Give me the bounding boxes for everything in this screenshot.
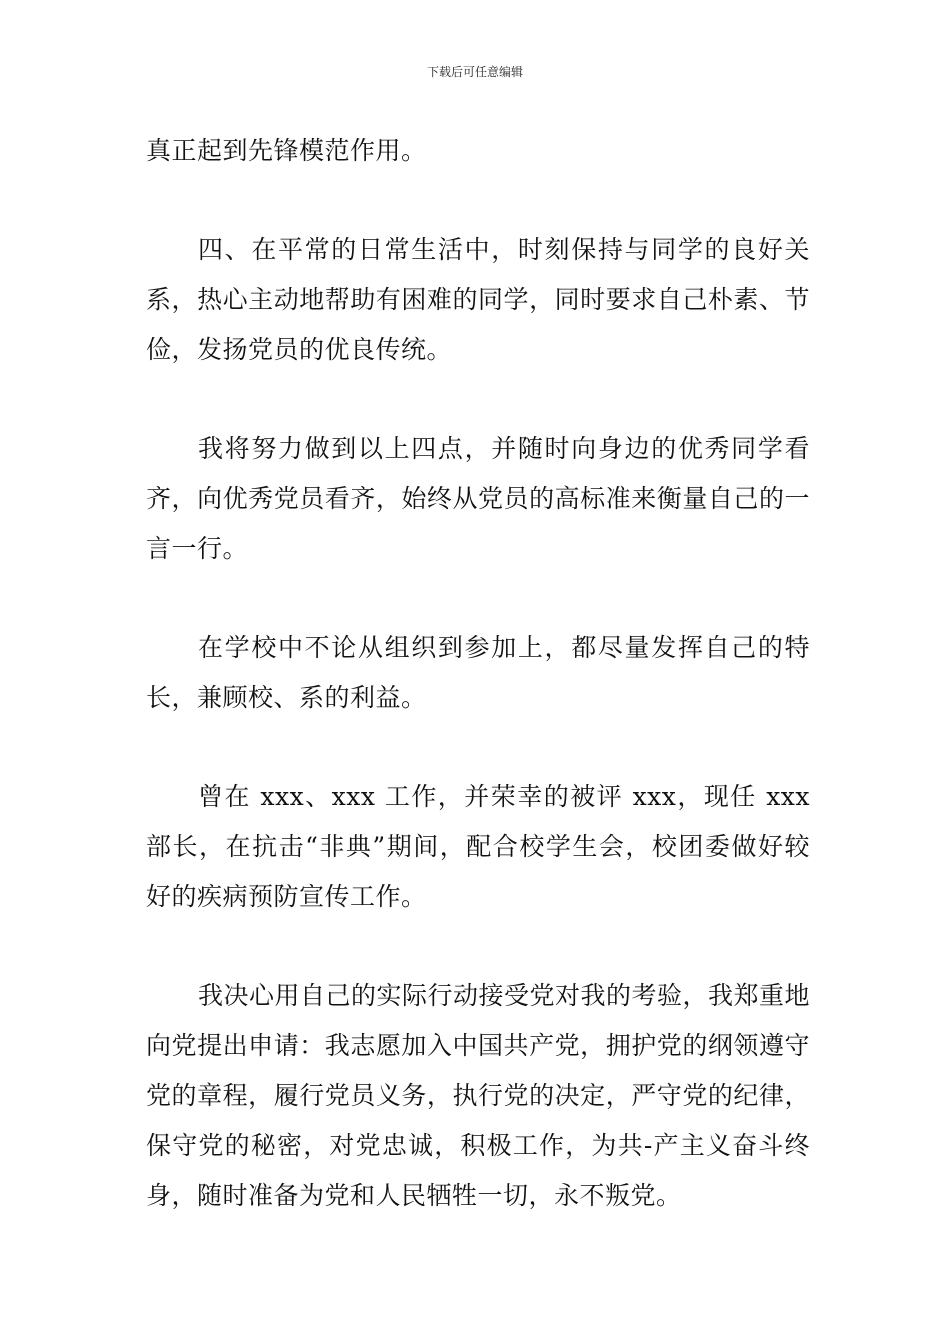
paragraph-point-four: 四、在平常的日常生活中，时刻保持与同学的良好关系，热心主动地帮助有困难的同学，同时要求自己朴素、节俭，发扬党员的优良传统。	[146, 235, 810, 364]
document-body	[146, 126, 810, 1270]
paragraph-experience: 曾在 xxx、xxx 工作，并荣幸的被评 xxx，现任 xxx 部长，在抗击“非典”期间，配合校学生会，校团委做好较好的疾病预防宣传工作。	[146, 782, 810, 911]
paragraph-application-pledge: 我决心用自己的实际行动接受党对我的考验，我郑重地向党提出申请：我志愿加入中国共产党，拥护党的纲领遵守党的章程，履行党员义务，执行党的决定，严守党的纪律，保守党的秘密，对党忠诚，积极工作，为共-产主义奋斗终身，随时准备为党和人民牺牲一切，永不叛党。	[146, 981, 811, 1210]
paragraph-commitment: 我将努力做到以上四点，并随时向身边的优秀同学看齐，向优秀党员看齐，始终从党员的高标准来衡量自己的一言一行。	[146, 434, 810, 563]
paragraph-school-activities: 在学校中不论从组织到参加上，都尽量发挥自己的特长，兼顾校、系的利益。	[146, 633, 810, 712]
page-header: 下载后可任意编辑	[426, 65, 523, 79]
paragraph-continuation: 真正起到先锋模范作用。	[146, 136, 427, 165]
